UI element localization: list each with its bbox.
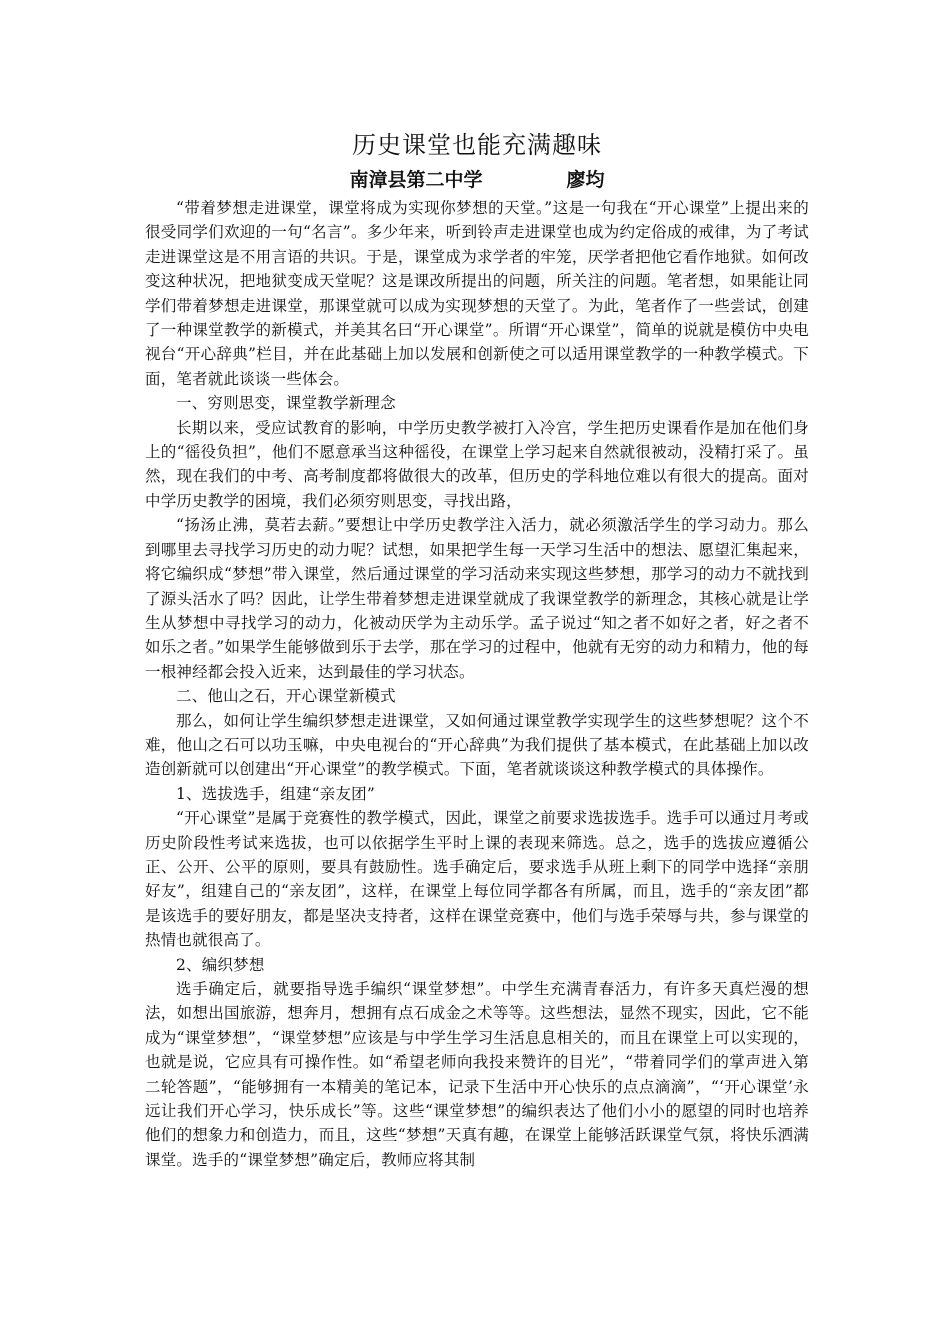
section-heading: 一、穷则思变，课堂教学新理念 bbox=[176, 394, 396, 413]
body-paragraph: “开心课堂”是属于竞赛性的教学模式，因此，课堂之前要求选拔选手。选手可以通过月考或历史阶段性考试来选拔，也可以依据学生平时上课的表现来筛选。总之，选手的选拔应遵循公正、公开、公平的原则，要具有鼓励性。选手确定后，要求选手从班上剩下的同学中选择“亲朋好友”，组建自己的“亲友团”，这样，在课堂上每位同学都各有所属，而且，选手的“亲友团”都是该选手的要好朋友，都是坚决支持者，这样在课堂竞赛中，他们与选手荣辱与共，参与课堂的热情也就很高了。 bbox=[145, 809, 809, 950]
author-name: 廖均 bbox=[566, 169, 605, 191]
body-paragraph: 选手确定后，就要指导选手编织“课堂梦想”。中学生充满青春活力，有许多天真烂漫的想法，如想出国旅游，想奔月，想拥有点石成金之术等等。这些想法，显然不现实，因此，它不能成为“课堂梦想”，“课堂梦想”应该是与中学生学习生活息息相关的，而且在课堂上可以实现的，也就是说，它应具有可操作性。如“希望老师向我投来赞许的目光”，“带着同学们的掌声进入第二轮答题”，“能够拥有一本精美的笔记本，记录下生活中开心快乐的点点滴滴”，“‘开心课堂’永远让我们开心学习，快乐成长”等。这些“课堂梦想”的编织表达了他们小小的愿望的同时也培养他们的想象力和创造力，而且，这些“梦想”天真有趣，在课堂上能够活跃课堂气氛，将快乐洒满课堂。选手的“课堂梦想”确定后，教师应将其制 bbox=[145, 980, 809, 1169]
subsection-heading: 1、选拔选手，组建“亲友团” bbox=[176, 784, 376, 803]
author-school: 南漳县第二中学 bbox=[349, 169, 483, 191]
body-paragraph: 长期以来，受应试教育的影响，中学历史教学被打入冷宫，学生把历史课看作是加在他们身上的“徭役负担”，他们不愿意承当这种徭役，在课堂上学习起来自然就很被动，没精打采了。虽然，现在我们的中考、高考制度都将做很大的改革，但历史的学科地位难以有很大的提高。面对中学历史教学的困境，我们必须穷则思变，寻找出路， bbox=[145, 418, 809, 510]
body-paragraph: “扬汤止沸，莫若去薪。”要想让中学历史教学注入活力，就必须激活学生的学习动力。那么到哪里去寻找学习历史的动力呢？试想，如果把学生每一天学习生活中的想法、愿望汇集起来，将它编织成“梦想”带入课堂，然后通过课堂的学习活动来实现这些梦想，那学习的动力不就找到了源头活水了吗？因此，让学生带着梦想走进课堂就成了我课堂教学的新理念，其核心就是让学生从梦想中寻找学习的动力，化被动厌学为主动乐学。孟子说过“知之者不如好之者，好之者不如乐之者。”如果学生能够做到乐于去学，那在学习的过程中，他就有无穷的动力和精力，他的每一根神经都会投入近来，达到最佳的学习状态。 bbox=[145, 516, 809, 681]
document-page bbox=[145, 128, 809, 1172]
section-heading: 二、他山之石，开心课堂新模式 bbox=[176, 687, 396, 706]
byline bbox=[145, 166, 809, 194]
subsection-heading: 2、编织梦想 bbox=[176, 955, 265, 974]
document-title: 历史课堂也能充满趣味 bbox=[352, 131, 602, 159]
body-paragraph: 那么，如何让学生编织梦想走进课堂，又如何通过课堂教学实现学生的这些梦想呢？这个不难，他山之石可以功玉嘛，中央电视台的“开心辞典”为我们提供了基本模式，在此基础上加以改造创新就可以创建出“开心课堂”的教学模式。下面，笔者就谈谈这种教学模式的具体操作。 bbox=[145, 711, 809, 779]
body-paragraph: “带着梦想走进课堂，课堂将成为实现你梦想的天堂。”这是一句我在“开心课堂”上提出来的很受同学们欢迎的一句“名言”。多少年来，听到铃声走进课堂也成为约定俗成的戒律，为了考试走进课堂这是不用言语的共识。于是，课堂成为求学者的牢笼，厌学者把他它看作地狱。如何改变这种状况，把地狱变成天堂呢？这是课改所提出的问题，所关注的问题。笔者想，如果能让同学们带着梦想走进课堂，那课堂就可以成为实现梦想的天堂了。为此，笔者作了一些尝试，创建了一种课堂教学的新模式，并美其名曰“开心课堂”。所谓“开心课堂”，简单的说就是模仿中央电视台“开心辞典”栏目，并在此基础上加以发展和创新使之可以适用课堂教学的一种教学模式。下面，笔者就此谈谈一些体会。 bbox=[145, 199, 809, 388]
